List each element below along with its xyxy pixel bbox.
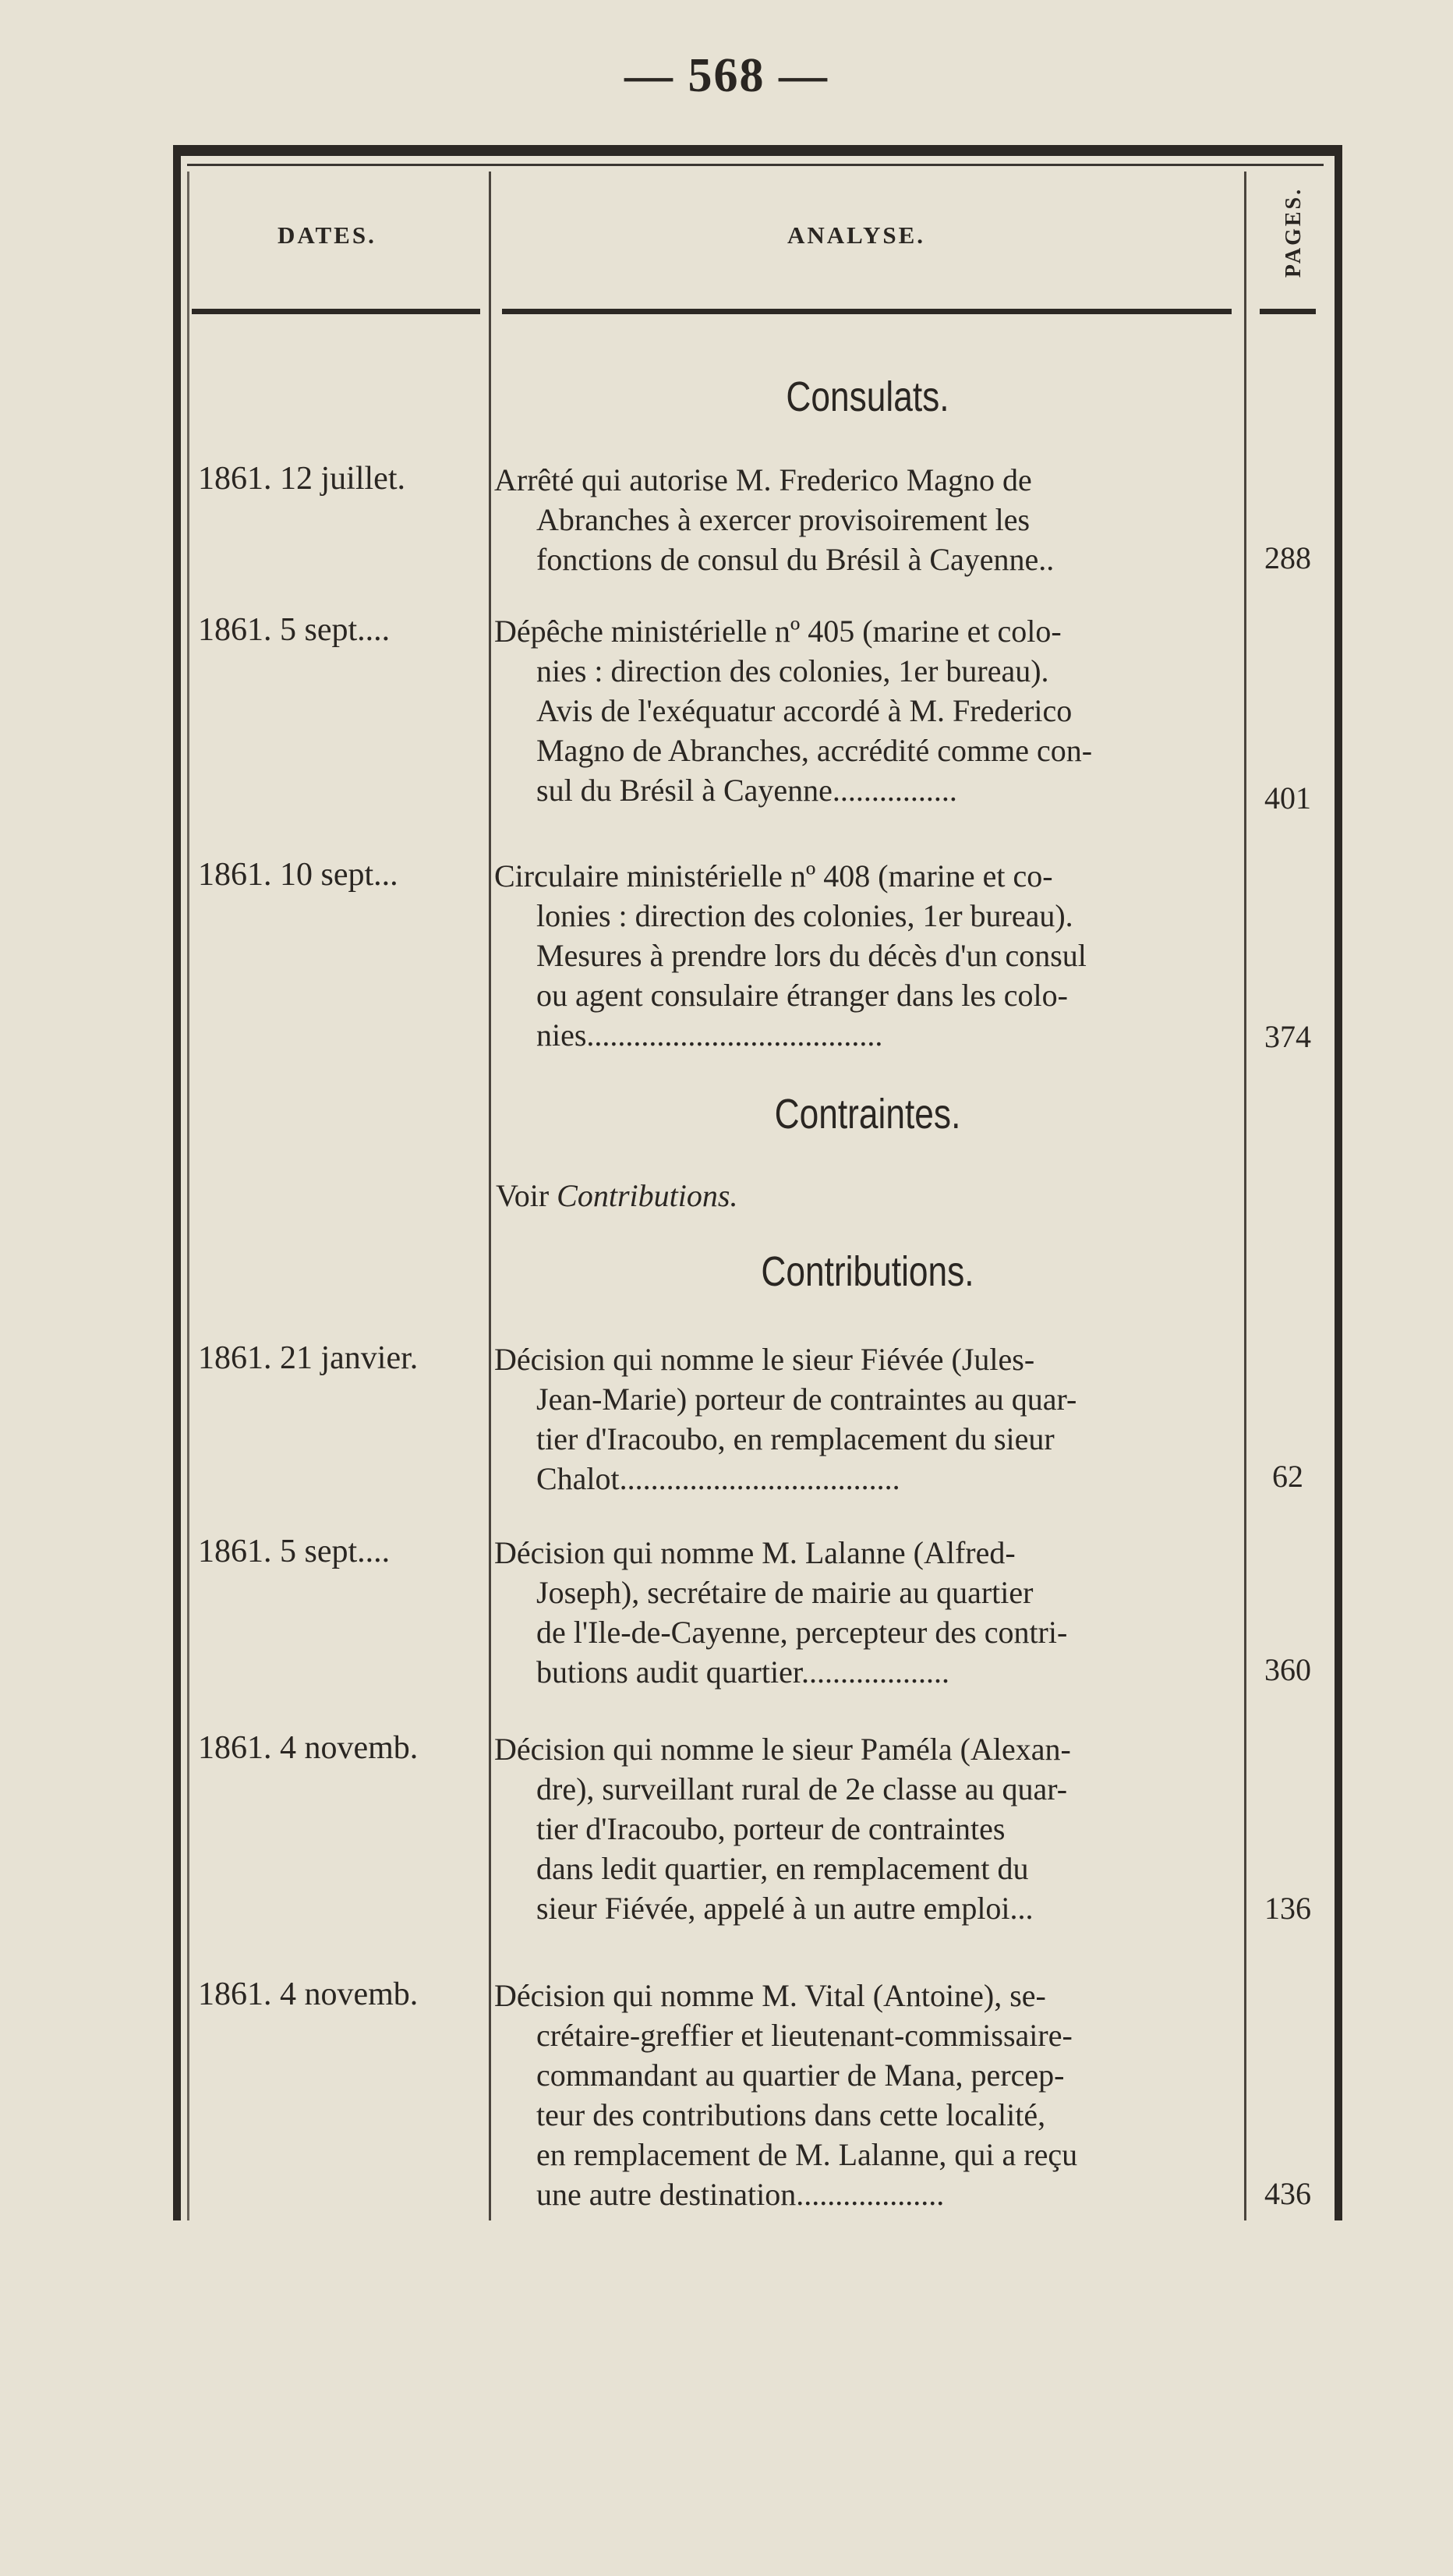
entry-date: 1861. 21 janvier. (198, 1340, 419, 1376)
header-rule-dates (192, 309, 480, 314)
table-left-rule (187, 172, 189, 2220)
see-also-reference: Voir Contributions. (496, 1178, 738, 1213)
entry-date: 1861. 12 juillet. (198, 461, 405, 497)
entry-date: 1861. 4 novemb. (198, 1976, 419, 2012)
header-rule-analyse (502, 309, 1232, 314)
header-analyse: ANALYSE. (787, 221, 926, 249)
entry-page: 360 (1264, 1652, 1311, 1687)
entry-page: 436 (1264, 2176, 1311, 2211)
entry-text: Décision qui nomme le sieur Paméla (Alexan- dre), surveillant rural de 2e classe au quar- tier d'Iracoubo, porteur de contraintes dans ledit quartier, en remplacement du sieur Fiévée, appelé à un autre emploi... (494, 1732, 1071, 1926)
entry-date: 1861. 10 sept... (198, 857, 398, 893)
page-number: — 568 — (624, 49, 829, 102)
entry-page: 62 (1272, 1459, 1303, 1494)
entry-page: 374 (1264, 1019, 1311, 1054)
entry-text: Décision qui nomme M. Lalanne (Alfred- Joseph), secrétaire de mairie au quartier de l'Ile-de-Cayenne, percepteur des contri- butions audit quartier................... (494, 1535, 1068, 1690)
entry-date: 1861. 5 sept.... (198, 612, 391, 648)
header-dates: DATES. (278, 221, 377, 249)
section-title-contributions: Contributions. (761, 1248, 974, 1295)
entry-text: Dépêche ministérielle nº 405 (marine et colo- nies : direction des colonies, 1er bureau). Avis de l'exéquatur accordé à M. Frederico Magno de Abranches, accrédité comme con- sul du Brésil à Cayenne................ (494, 614, 1093, 808)
column-divider-dates (489, 172, 491, 2220)
section-title-consulats: Consulats. (786, 373, 949, 420)
entry-date: 1861. 4 novemb. (198, 1730, 419, 1766)
entry-page: 136 (1264, 1891, 1311, 1926)
entry-text: Circulaire ministérielle nº 408 (marine et co- lonies : direction des colonies, 1er bureau). Mesures à prendre lors du décès d'un consul ou agent consulaire étranger dans les colo- nies...................................... (494, 858, 1087, 1053)
entry-text: Décision qui nomme le sieur Fiévée (Jules- Jean-Marie) porteur de contraintes au quar- tier d'Iracoubo, en remplacement du sieur Chalot.................................... (494, 1342, 1077, 1496)
table-inner-rule (187, 164, 1324, 166)
section-title-contraintes: Contraintes. (774, 1091, 961, 1138)
header-rule-pages (1260, 309, 1316, 314)
header-pages: PAGES. (1282, 186, 1306, 278)
entry-page: 288 (1264, 540, 1311, 575)
see-also-target: Contributions. (557, 1178, 738, 1213)
entry-page: 401 (1264, 780, 1311, 816)
entry-date: 1861. 5 sept.... (198, 1534, 391, 1569)
entry-text: Décision qui nomme M. Vital (Antoine), se- crétaire-greffier et lieutenant-commissaire- commandant au quartier de Mana, percep- teur des contributions dans cette localité, en remplacement de M. Lalanne, qui a reçu une autre destination................... (494, 1978, 1078, 2212)
entry-text: Arrêté qui autorise M. Frederico Magno de Abranches à exercer provisoirement les fonctions de consul du Brésil à Cayenne.. (494, 462, 1055, 577)
